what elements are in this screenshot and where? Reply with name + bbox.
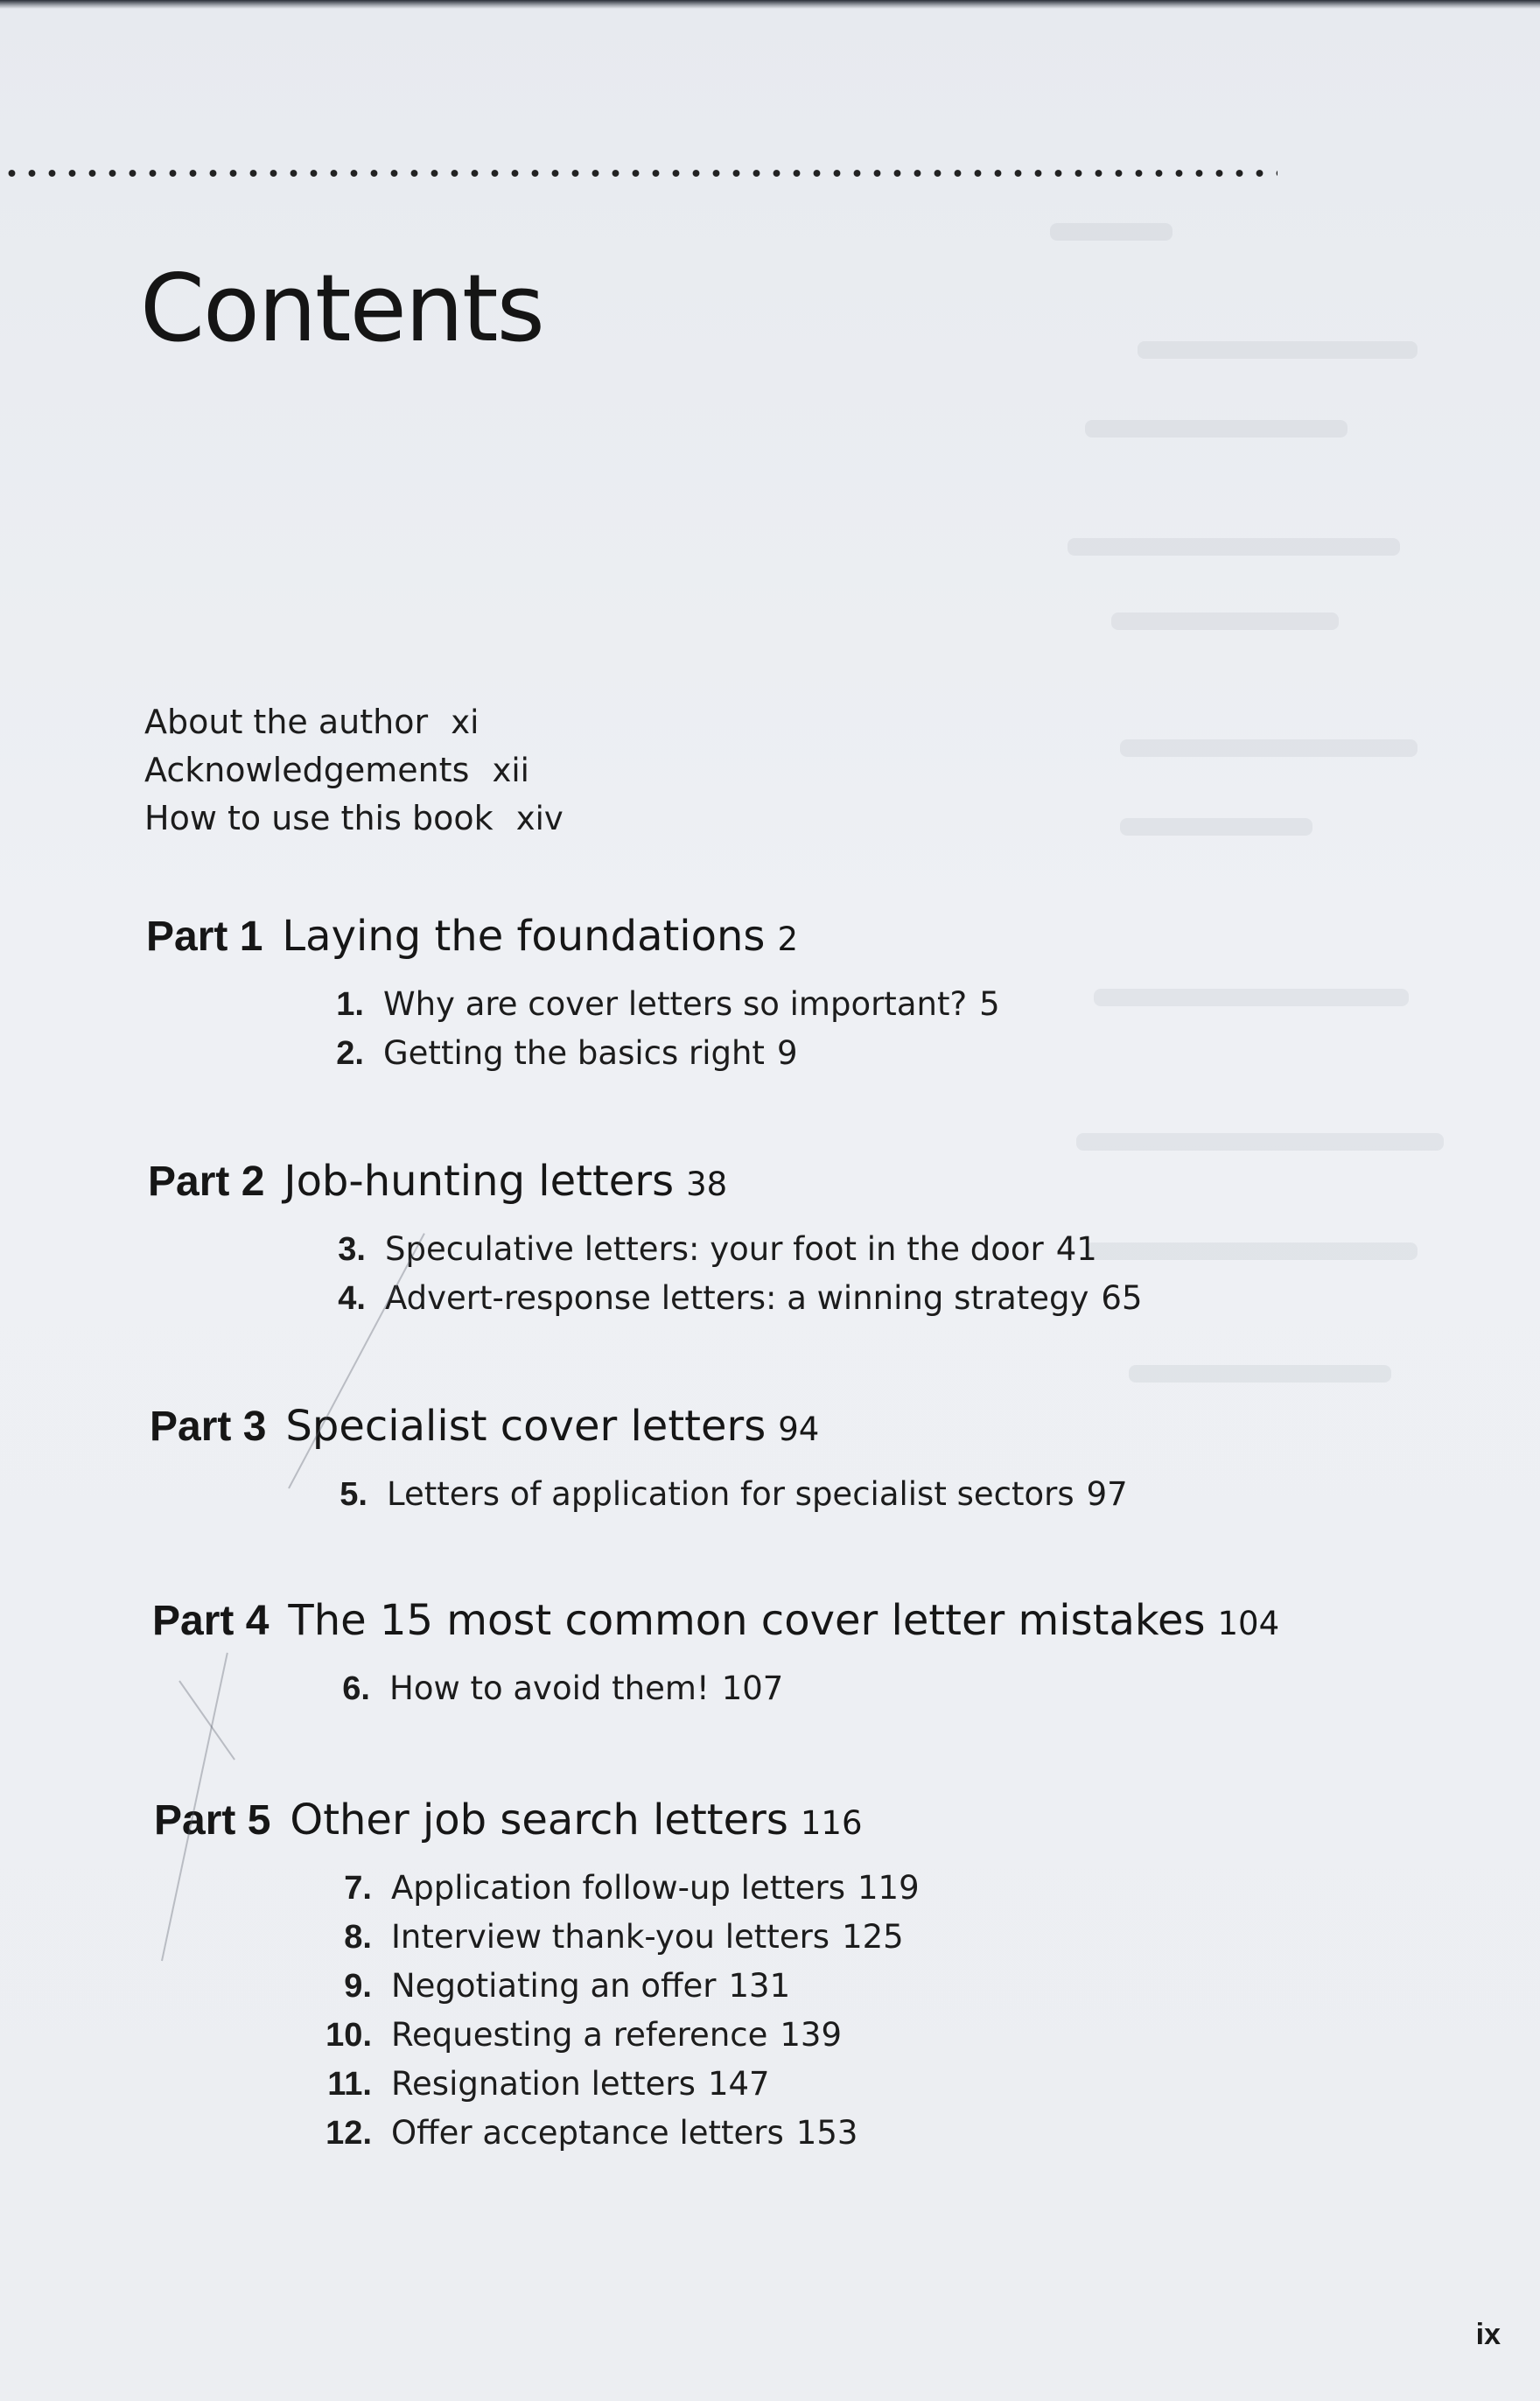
- front-matter-list: [144, 698, 564, 843]
- chapter-item[interactable]: [333, 1962, 920, 2011]
- chapter-page: 107: [721, 1670, 784, 1707]
- part-title: Other job search letters: [290, 1796, 788, 1844]
- show-through-mark: [1120, 818, 1312, 836]
- chapter-title: Why are cover letters so important?: [383, 985, 968, 1023]
- chapter-page: 139: [780, 2016, 843, 2054]
- chapter-title: Letters of application for specialist sectors: [387, 1475, 1074, 1513]
- part-title: Specialist cover letters: [285, 1402, 766, 1451]
- chapter-number: 12.: [326, 2115, 372, 2152]
- chapter-number: 8.: [344, 1919, 372, 1956]
- chapter-item[interactable]: [327, 1225, 1143, 1274]
- chapter-item[interactable]: [329, 1470, 1128, 1519]
- show-through-mark: [1129, 1365, 1391, 1382]
- chapter-item[interactable]: [326, 2011, 920, 2060]
- page-number: ix: [1475, 2318, 1501, 2351]
- front-matter-item[interactable]: [144, 698, 564, 746]
- front-matter-label: How to use this book: [144, 799, 494, 837]
- chapter-page: 65: [1101, 1279, 1143, 1317]
- chapter-page: 131: [728, 1967, 791, 2005]
- dotted-rule: [0, 168, 1278, 178]
- chapter-page: 153: [795, 2114, 858, 2152]
- part-heading[interactable]: [152, 1594, 1279, 1650]
- chapter-title: How to avoid them!: [389, 1670, 710, 1707]
- part-label: Part 3: [150, 1404, 267, 1450]
- part-label: Part 5: [154, 1797, 271, 1844]
- chapter-item[interactable]: [332, 1664, 1279, 1713]
- chapter-page: 9: [776, 1034, 798, 1072]
- part-title: Laying the foundations: [282, 912, 766, 961]
- show-through-mark: [1111, 612, 1339, 630]
- chapter-item[interactable]: [326, 980, 1000, 1029]
- chapter-number: 6.: [342, 1670, 370, 1707]
- chapter-item[interactable]: [326, 1029, 1000, 1078]
- part-label: Part 4: [152, 1598, 270, 1644]
- chapter-number: 4.: [338, 1280, 366, 1317]
- chapter-title: Advert-response letters: a winning strategy: [385, 1279, 1089, 1317]
- chapter-title: Offer acceptance letters: [391, 2114, 784, 2152]
- front-matter-label: Acknowledgements: [144, 751, 470, 789]
- part-2-section: [148, 1155, 1143, 1323]
- chapter-title: Application follow-up letters: [391, 1869, 845, 1907]
- part-page: 94: [778, 1410, 820, 1448]
- chapter-number: 7.: [344, 1870, 372, 1907]
- show-through-mark: [1050, 223, 1172, 241]
- part-heading[interactable]: [146, 910, 1000, 966]
- chapter-title: Requesting a reference: [391, 2016, 768, 2054]
- show-through-mark: [1085, 420, 1348, 438]
- part-3-section: [150, 1400, 1128, 1519]
- chapter-list: [327, 1225, 1143, 1323]
- chapter-page: 97: [1086, 1475, 1128, 1513]
- part-heading[interactable]: [148, 1155, 1143, 1211]
- chapter-list: [326, 980, 1000, 1078]
- part-4-section: [152, 1594, 1279, 1713]
- chapter-page: 119: [857, 1869, 920, 1907]
- chapter-list: [332, 1664, 1279, 1713]
- chapter-page: 125: [842, 1918, 904, 1956]
- chapter-number: 5.: [340, 1476, 368, 1513]
- part-label: Part 1: [146, 914, 263, 960]
- chapter-title: Getting the basics right: [383, 1034, 765, 1072]
- part-page: 116: [800, 1804, 863, 1842]
- chapter-item[interactable]: [327, 1274, 1143, 1323]
- chapter-item[interactable]: [327, 2060, 920, 2109]
- show-through-mark: [1068, 538, 1400, 556]
- chapter-page: 41: [1055, 1230, 1097, 1268]
- front-matter-page: xii: [492, 752, 529, 789]
- chapter-title: Speculative letters: your foot in the door: [385, 1230, 1044, 1268]
- part-page: 104: [1217, 1605, 1280, 1642]
- show-through-mark: [1120, 739, 1418, 757]
- chapter-number: 10.: [326, 2017, 372, 2054]
- part-title: Job-hunting letters: [284, 1157, 675, 1206]
- front-matter-item[interactable]: [144, 794, 564, 843]
- show-through-mark: [1094, 989, 1409, 1006]
- chapter-number: 2.: [336, 1035, 364, 1072]
- part-page: 38: [686, 1166, 728, 1203]
- part-title: The 15 most common cover letter mistakes: [288, 1596, 1206, 1645]
- page-title: Contents: [140, 255, 543, 362]
- chapter-number: 3.: [338, 1231, 366, 1268]
- chapter-title: Resignation letters: [391, 2065, 696, 2103]
- front-matter-page: xiv: [515, 800, 564, 837]
- part-page: 2: [777, 920, 798, 958]
- chapter-page: 5: [979, 985, 1000, 1023]
- chapter-item[interactable]: [333, 1864, 920, 1913]
- chapter-page: 147: [707, 2065, 770, 2103]
- front-matter-item[interactable]: [144, 746, 564, 794]
- chapter-list: [326, 1864, 920, 2158]
- part-1-section: [146, 910, 1000, 1078]
- front-matter-page: xi: [451, 704, 480, 741]
- chapter-list: [329, 1470, 1128, 1519]
- show-through-mark: [1076, 1133, 1444, 1151]
- part-heading[interactable]: [150, 1400, 1128, 1456]
- chapter-number: 9.: [344, 1968, 372, 2005]
- part-label: Part 2: [148, 1158, 265, 1205]
- chapter-number: 11.: [327, 2066, 372, 2103]
- part-5-section: [154, 1794, 920, 2158]
- show-through-mark: [1138, 341, 1418, 359]
- chapter-title: Interview thank-you letters: [391, 1918, 830, 1956]
- chapter-item[interactable]: [326, 2109, 920, 2158]
- chapter-title: Negotiating an offer: [391, 1967, 717, 2005]
- chapter-item[interactable]: [333, 1913, 920, 1962]
- part-heading[interactable]: [154, 1794, 920, 1850]
- front-matter-label: About the author: [144, 703, 429, 741]
- page-top-edge-shadow: [0, 0, 1540, 9]
- chapter-number: 1.: [336, 986, 364, 1023]
